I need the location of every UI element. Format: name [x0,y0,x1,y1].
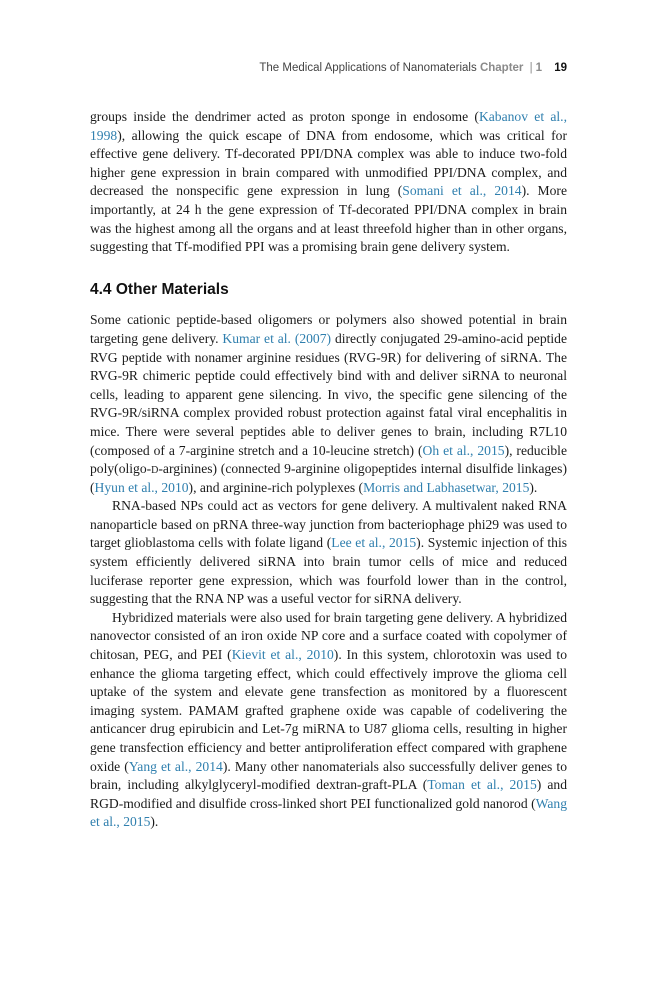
text-run: Hybridized materials were also used for brain targeting gene delivery. A hybridized nanovector consisted of an iron oxide NP core and a surface coated with copolymer of chitosan, PEG, and PEI ( [90,609,567,663]
text-run: RNA-based NPs could act as vectors for gene delivery. A multivalent naked RNA nanoparticle based on pRNA three-way junction from bacteriophage phi29 was used to target glioblastoma cells with folate ligand ( [90,498,567,551]
text-run: ). [150,814,159,830]
text-run: directly conjugated 29-amino-acid peptide RVG peptide with nonamer arginine residues (RVG-9R) for delivering of siRNA. The RVG-9R chimeric peptide could effectively bind with and deliver siRNA to neuronal cells, leading to apparent gene silencing. In vivo, the specific gene silencing of the RVG-9R/siRNA complex provided robust protection against fatal viral encephalitis in mice. There were several peptides able to deliver genes to brain, including R7L10 (composed of a 7-arginine stretch and a 10-leucine stretch) ( [90,330,567,458]
running-header [90,62,567,74]
text-run: ), allowing the quick escape of DNA from endosome, which was critical for effective gene delivery. Tf-decorated PPI/DNA complex was able to induce two-fold higher gene expression in brain compared with unmodified PPI/DNA complex, and decreased the nonspecific gene expression in lung ( [90,127,567,199]
citation-link[interactable]: Somani et al., 2014 [402,183,522,199]
citation-link[interactable]: Wang et al., 2015 [90,795,567,830]
body-text [90,108,567,832]
text-run: -arginines) (connected 9-arginine oligopeptides internal disulfide linkages) ( [90,461,567,495]
paragraph-1 [90,108,567,257]
paragraph-4 [90,609,567,832]
text-run: ). Systemic injection of this system efficiently delivered siRNA into brain tumor cells of mice and reduced luciferase reporter gene expression, which was fourfold lower than in the control, suggesting that the RNA NP was a useful vector for siRNA delivery. [90,535,568,607]
chapter-number: 1 [535,62,542,74]
citation-link[interactable]: Morris and Labhasetwar, 2015 [363,479,530,495]
citation-link[interactable]: Hyun et al., 2010 [94,479,189,495]
citation-link[interactable]: Yang et al., 2014 [128,758,223,774]
page-number: 19 [554,62,567,74]
text-run: ), and arginine-rich polyplexes ( [188,479,364,495]
citation-link[interactable]: Oh et al., 2015 [422,442,505,458]
paragraph-3 [90,497,567,609]
smallcaps-run: d [151,461,159,477]
text-run: ), reducible poly(oligo- [90,442,567,477]
header-separator: | [529,62,533,74]
citation-link[interactable]: Kumar et al. (2007) [222,330,332,346]
citation-link[interactable]: Lee et al., 2015 [331,535,417,551]
text-run: ). [529,479,538,495]
citation-link[interactable]: Kievit et al., 2010 [231,647,334,663]
book-title: The Medical Applications of Nanomaterials [259,62,477,74]
citation-link[interactable]: Kabanov et al., 1998 [90,109,567,143]
text-run: groups inside the dendrimer acted as proton sponge in endosome ( [90,109,479,124]
text-run: ). In this system, chlorotoxin was used to enhance the glioma targeting effect, which could effectively improve the glioma cell uptake of the system and elevate gene transfection as monitored by a fluorescent imaging system. PAMAM grafted graphene oxide was capable of codelivering the anticancer drug epirubicin and Let-7g miRNA to U87 glioma cells, resulting in higher gene transfection efficiency and better antiproliferation effect compared with graphene oxide ( [90,647,568,774]
citation-link[interactable]: Toman et al., 2015 [427,777,537,793]
text-run: ). Many other nanomaterials also successfully deliver genes to brain, including alkylglyceryl-modified dextran-graft-PLA ( [90,758,567,793]
text-run: ) and RGD-modified and disulfide cross-linked short PEI functionalized gold nanorod ( [90,777,567,811]
paragraph-2 [90,311,567,497]
text-run: ). More importantly, at 24 h the gene expression of Tf-decorated PPI/DNA complex in brain was the highest among all the organs and at least threefold higher than in other organs, suggesting that Tf-modified PPI was a promising brain gene delivery system. [90,183,567,255]
text-run: Some cationic peptide-based oligomers or polymers also showed potential in brain targeting gene delivery. [90,312,567,346]
section-heading: 4.4 Other Materials [90,280,229,298]
chapter-label: Chapter [479,62,524,74]
